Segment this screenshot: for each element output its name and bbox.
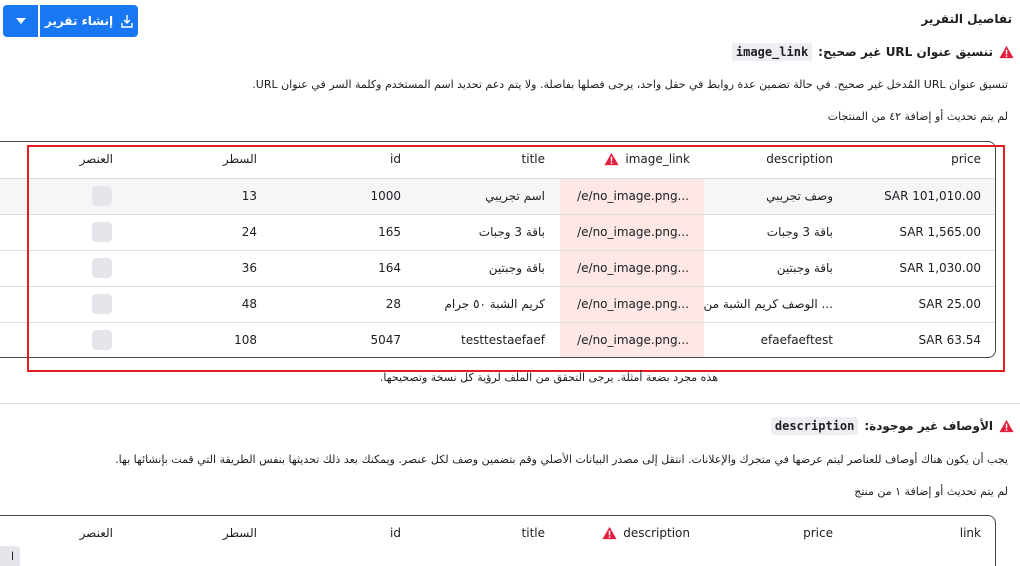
cell-id: 1000 (370, 189, 401, 203)
warning-icon (602, 526, 617, 540)
issue2-title: الأوصاف غير موجودة: (864, 419, 993, 433)
corner-button[interactable]: ا (0, 546, 20, 566)
warning-icon (999, 45, 1014, 59)
warning-icon (999, 419, 1014, 433)
chevron-down-icon (15, 17, 27, 25)
section-divider (0, 403, 1020, 404)
issue2-description: يجب أن يكون هناك أوصاف للعناصر ليتم عرضها في متجرك والإعلانات. انتقل إلى مصدر البيانات الأصلي وقم بتضمين وصف لكل عنصر. ويمكنك بعد ذلك تحديثها بنفس الطريقة التي قمت بإنشائها بها. (115, 453, 1008, 466)
cell-price: SAR 101,010.00 (884, 189, 981, 203)
cell-image-link: /e/no_image.png... (577, 189, 689, 203)
col-row: السطر (222, 152, 257, 166)
col-id: id (390, 152, 401, 166)
col-price: price (951, 152, 981, 166)
cell-description: باقة وجبتين (776, 261, 833, 275)
cell-id: 164 (378, 261, 401, 275)
download-icon (121, 14, 133, 28)
issue2-field-chip: description (771, 417, 858, 435)
report-button-group (3, 5, 138, 37)
col-image-link-label: image_link (625, 152, 690, 166)
issue1-heading (732, 43, 1014, 61)
col-price: price (803, 526, 833, 540)
col-description (602, 526, 690, 540)
cell-row: 24 (241, 225, 257, 239)
cell-title: اسم تجريبي (485, 189, 545, 203)
cell-image-link: /e/no_image.png... (577, 261, 689, 275)
cell-id: 28 (385, 297, 401, 311)
col-description-label: description (623, 526, 690, 540)
issue1-title: تنسيق عنوان URL غير صحيح: (818, 45, 993, 59)
col-title: title (521, 526, 545, 540)
issue2-table-header (0, 516, 995, 552)
cell-description: efaefaeftest (760, 333, 833, 347)
issue2-heading (771, 417, 1014, 435)
cell-image-link: /e/no_image.png... (577, 225, 689, 239)
cell-id: 5047 (370, 333, 401, 347)
cell-image-link: /e/no_image.png... (577, 333, 689, 347)
issue2-count: لم يتم تحديث أو إضافة ١ من منتج (854, 485, 1008, 498)
highlight-frame (27, 145, 1005, 372)
cell-price: SAR 1,565.00 (899, 225, 981, 239)
cell-description: وصف تجريبي (766, 189, 833, 203)
issue1-footnote: هذه مجرد بضعة أمثلة. يرجى التحقق من الملف لرؤية كل نسخة وتصحيحها. (379, 371, 718, 384)
issue1-description: تنسيق عنوان URL المُدخل غير صحيح. في حالة تضمين عدة روابط في حقل واحد، يرجى فصلها بفاصلة. ولا يتم دعم تحديد اسم المستخدم وكلمة السر في عنوان URL. (252, 78, 1008, 91)
cell-title: باقة 3 وجبات (478, 225, 545, 239)
issue1-count: لم يتم تحديث أو إضافة ٤٢ من المنتجات (827, 110, 1008, 123)
cell-price: SAR 25.00 (918, 297, 981, 311)
cell-title: باقة وجبتين (488, 261, 545, 275)
cell-row: 108 (234, 333, 257, 347)
cell-image-link: /e/no_image.png... (577, 297, 689, 311)
col-title: title (521, 152, 545, 166)
col-item: العنصر (79, 526, 113, 540)
col-row: السطر (222, 526, 257, 540)
issue1-field-chip: image_link (732, 43, 812, 61)
cell-description: الوصف كريم الشبة من ... (703, 297, 833, 311)
col-item: العنصر (79, 152, 113, 166)
create-report-label: إنشاء تقرير (44, 14, 114, 28)
cell-row: 48 (241, 297, 257, 311)
cell-title: testtestaefaef (460, 333, 545, 347)
cell-id: 165 (378, 225, 401, 239)
col-id: id (390, 526, 401, 540)
cell-price: SAR 63.54 (918, 333, 981, 347)
col-link: link (959, 526, 981, 540)
cell-title: كريم الشبة ٥٠ جرام (444, 297, 545, 311)
cell-price: SAR 1,030.00 (899, 261, 981, 275)
report-dropdown-button[interactable] (3, 5, 38, 37)
cell-row: 13 (241, 189, 257, 203)
cell-description: باقة 3 وجبات (766, 225, 833, 239)
create-report-button[interactable] (40, 5, 138, 37)
cell-row: 36 (241, 261, 257, 275)
col-description: description (766, 152, 833, 166)
page-title: تفاصيل التقرير (921, 12, 1012, 26)
issue2-table (0, 515, 996, 566)
